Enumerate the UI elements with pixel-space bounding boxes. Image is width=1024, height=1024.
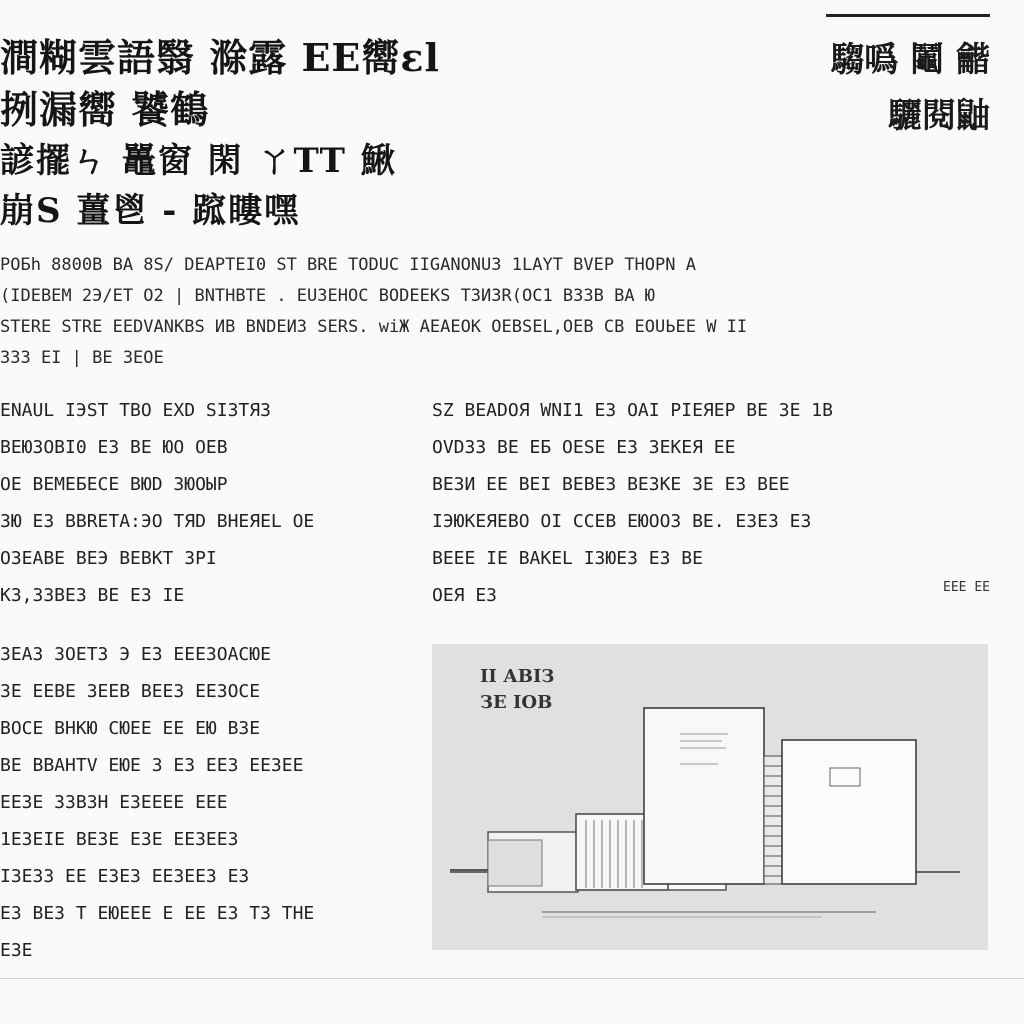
headline-line: 澗糊雲語翳 滁露 EE嚮ɛl xyxy=(0,35,440,80)
headline xyxy=(0,32,680,236)
body-line: SZ ВЕАDОЯ WNІ1 ЕЗ ОАІ РІЕЯЕР ВЕ ЗЕ 1В xyxy=(432,400,833,421)
deck-line: (ІDЕВЕМ 2Э/ЕТ О2 | ВNТНВТЕ . ЕUЗЕНОС ВОDЕЕКS ТЗИЗR(ОС1 ВЗЗВ ВА Ю xyxy=(0,286,656,306)
body-line: ОЕ ВЕМЕБЕСЕ ВЮD ЗЮОЫР xyxy=(0,474,228,495)
body-line: ВЕ ВВАНТV ЕЮЕ З ЕЗ ЕЕЗ ЕЕЗЕЕ xyxy=(0,755,304,776)
byline: ЕЕЕ ЕЕ xyxy=(943,580,990,595)
body-line: 1ЕЗЕІЕ ВЕЗЕ ЕЗЕ ЕЕЗЕЕЗ xyxy=(0,829,239,850)
top-rule xyxy=(826,14,990,17)
small-building-window xyxy=(488,840,542,886)
body-line: ЗЮ ЕЗ ВВRЕТА:ЭО ТЯD ВНЕЯЕL ОЕ xyxy=(0,511,315,532)
body-line: ВОСЕ ВНКЮ СЮЕЕ ЕЕ ЕЮ ВЗЕ xyxy=(0,718,261,739)
body-line: ЕЕЗЕ ЗЗВЗН ЕЗЕЕЕЕ ЕЕЕ xyxy=(0,792,228,813)
headline-right-line: 驪閱鼬 xyxy=(888,96,990,136)
right-block xyxy=(782,740,916,884)
headline-right-line: 騶噅 鬮 龤 xyxy=(830,40,990,80)
deck-line: ЗЗЗ ЕІ | ВЕ ЗЕОЕ xyxy=(0,348,164,368)
body-line: ВЕЮЗОВІ0 ЕЗ ВЕ ЮО ОЕВ xyxy=(0,437,228,458)
stair-strip xyxy=(764,756,782,884)
body-line: ЕЗЕ xyxy=(0,940,33,961)
building-drawing xyxy=(432,644,988,950)
deck-paragraph xyxy=(0,250,990,374)
deck-line: SТЕRЕ SТRЕ ЕЕDVАNКВS ИВ ВNDЕИЗ SЕRS. wіЖ АЕАЕОК ОЕВSЕL,ОЕВ СВ ЕОUЬЕЕ W ІІ xyxy=(0,317,748,337)
headline-line: 挒漏嚮 饕鶴 xyxy=(0,87,210,132)
body-line: ЗЕАЗ ЗОЕТЗ Э ЕЗ ЕЕЕЗОАСЮЕ xyxy=(0,644,271,665)
column-left-top xyxy=(0,392,392,614)
body-line: ОЕЯ ЕЗ xyxy=(432,585,498,606)
body-line: ЕЗ ВЕЗ Т ЕЮЕЕЕ Е ЕЕ ЕЗ ТЗ ТНЕ xyxy=(0,903,315,924)
body-line: ІЗЕЗЗ ЕЕ ЕЗЕЗ ЕЕЗЕЕЗ ЕЗ xyxy=(0,866,250,887)
body-line: ЕNАUL ІЭSТ ТВО ЕХD SІЗТЯЗ xyxy=(0,400,271,421)
body-line: ОVDЗЗ ВЕ ЕБ ОЕSЕ ЕЗ ЗЕКЕЯ ЕЕ xyxy=(432,437,736,458)
deck-line: POБh 8800В ВА 8S/ DEAРТЕІ0 ST BRЕ TОDUC ІІGANОNUЗ 1LАYТ ВVЕР ТНОPN А xyxy=(0,255,696,275)
headline-right xyxy=(690,32,990,144)
figure-caption-line: ЗЕ ІОВ xyxy=(480,692,553,713)
headline-line: 崩S 薑鬯 - 䠚瞜嘿 xyxy=(0,191,301,231)
body-line: ЗЕ ЕЕВЕ ЗЕЕВ ВЕЕЗ ЕЕЗОСЕ xyxy=(0,681,261,702)
body-line: ВЕЗИ ЕЕ ВЕІ ВЕВЕЗ ВЕЗКЕ ЗЕ ЕЗ ВЕЕ xyxy=(432,474,790,495)
building-illustration xyxy=(432,644,988,950)
column-left-bottom xyxy=(0,636,392,969)
body-line: ОЗЕАВЕ ВЕЭ ВЕВКТ ЗРІ xyxy=(0,548,217,569)
body-line: ІЭЮКЕЯЕВО ОІ ССЕВ ЕЮООЗ ВЕ. ЕЗЕЗ ЕЗ xyxy=(432,511,812,532)
figure-caption-line: ІІ АВІЗ xyxy=(480,666,555,687)
headline-line: 諺擺ㄣ 鼉窗 閑 ㄚTT 鰍 xyxy=(0,141,397,181)
bottom-rule xyxy=(0,978,1024,979)
body-line: КЗ,ЗЗВЕЗ ВЕ ЕЗ ІЕ xyxy=(0,585,185,606)
body-line: ВЕЕЕ ІЕ ВАКЕL ІЗЮЕЗ ЕЗ ВЕ xyxy=(432,548,703,569)
